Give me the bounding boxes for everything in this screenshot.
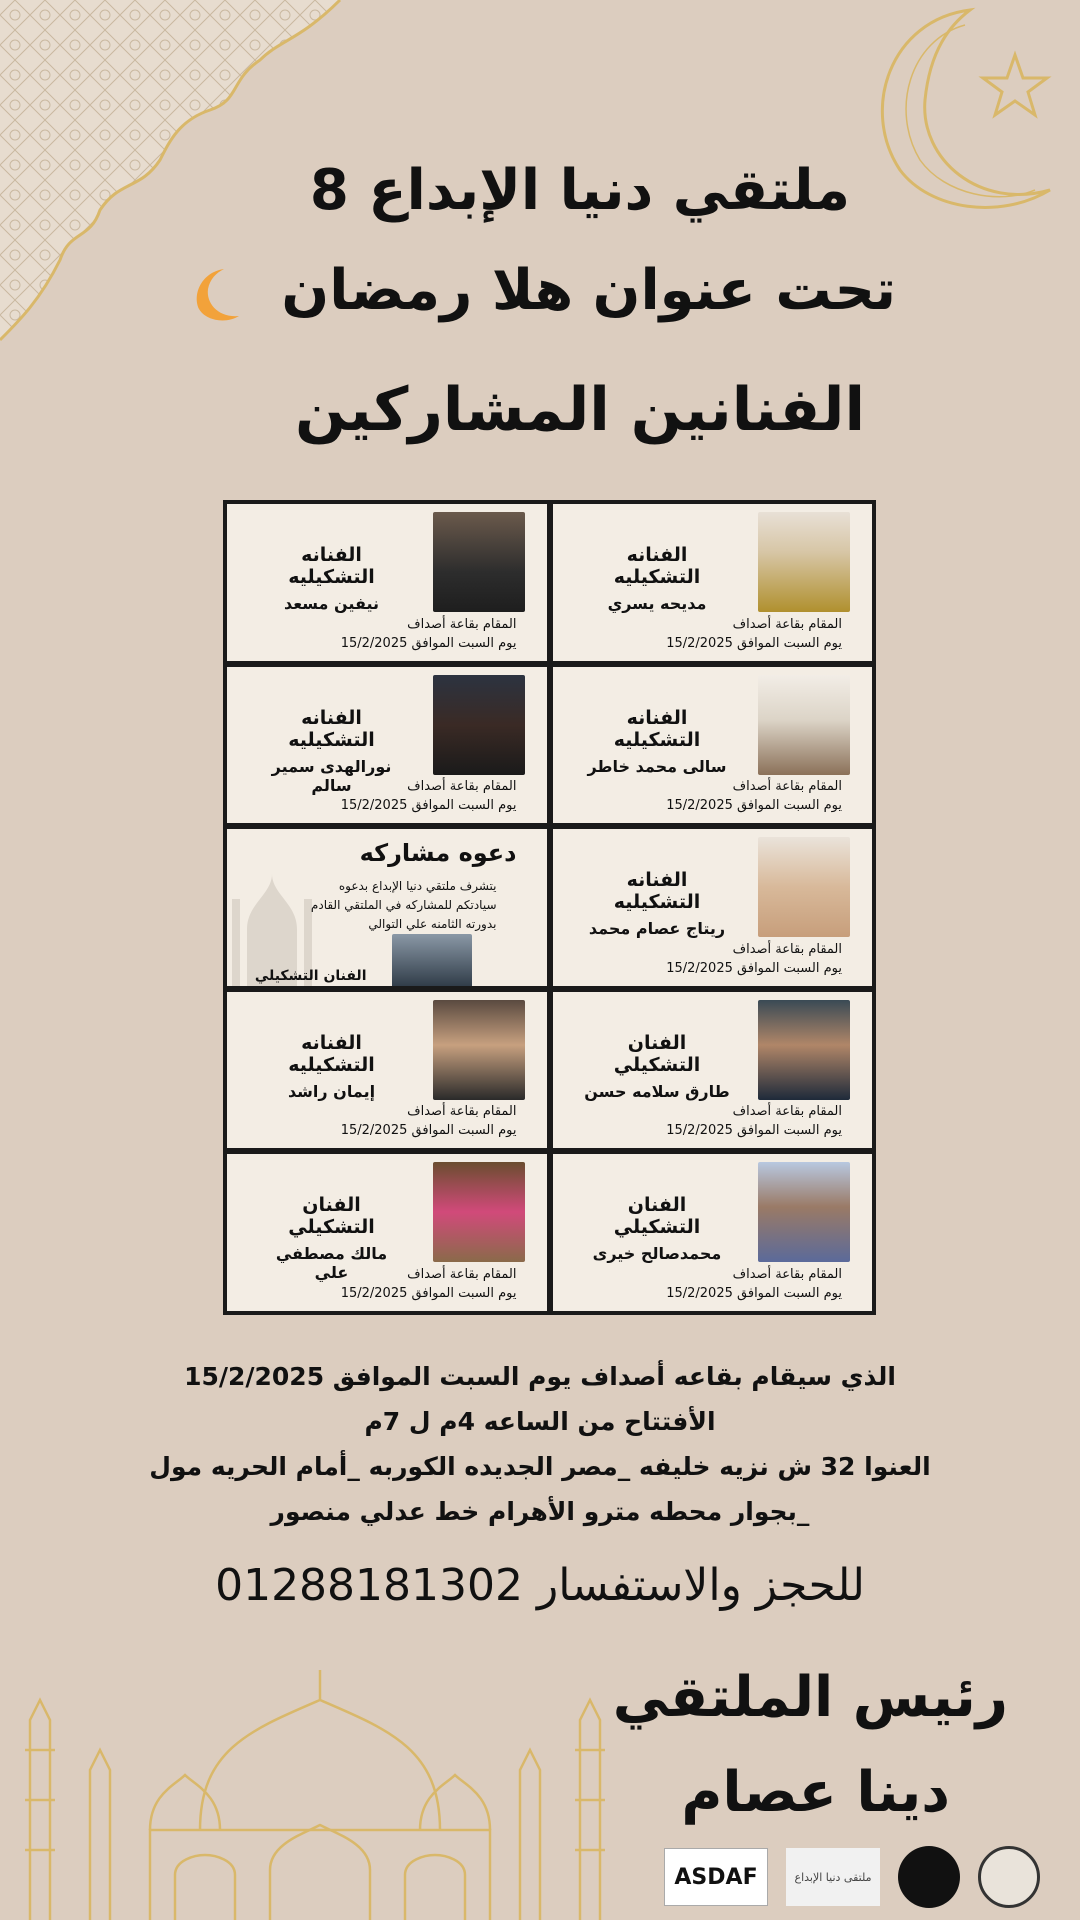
artist-role: الفنانه التشكيليه xyxy=(613,869,701,914)
round-emblem-logo xyxy=(898,1846,960,1908)
artist-card xyxy=(227,1154,547,1311)
artist-date: يوم السبت الموافق 15/2/2025 xyxy=(666,1123,842,1139)
sponsor-logos xyxy=(664,1846,1040,1908)
artist-card xyxy=(553,667,873,824)
artist-role: الفنان التشكيلي xyxy=(288,1194,375,1239)
asdaf-gallery-logo xyxy=(664,1848,768,1906)
crescent-moon-icon xyxy=(184,264,244,324)
artist-role: الفنانه التشكيليه xyxy=(613,706,701,751)
asdaf-logo-text: ASDAF xyxy=(674,1864,758,1890)
event-title: ملتقي دنيا الإبداع 8 xyxy=(309,158,851,223)
artist-venue: المقام بقاعة أصداف xyxy=(407,1267,517,1282)
artist-name: إيمان راشد xyxy=(287,1081,376,1101)
booking-phone: للحجز والاستفسار 01288181302 xyxy=(215,1560,865,1611)
event-address-landmark: _بجوار محطه مترو الأهرام خط عدلي منصور xyxy=(270,1497,810,1526)
artist-venue: المقام بقاعة أصداف xyxy=(732,1104,842,1120)
artist-card xyxy=(553,829,873,986)
artist-venue: المقام بقاعة أصداف xyxy=(732,616,842,632)
artist-photo xyxy=(758,1162,850,1262)
artist-role: الفنانه التشكيليه xyxy=(288,544,375,588)
artist-role: الفنانه التشكيليه xyxy=(288,1031,375,1076)
artist-venue: المقام بقاعة أصداف xyxy=(732,1267,842,1282)
artist-card xyxy=(553,992,873,1149)
artist-venue: المقام بقاعة أصداف xyxy=(407,779,517,795)
artist-card xyxy=(227,667,547,824)
artist-name: مالك مصطفي علي xyxy=(275,1244,388,1283)
artist-venue: المقام بقاعة أصداف xyxy=(732,941,842,957)
artist-date: يوم السبت الموافق 15/2/2025 xyxy=(666,798,842,814)
artist-venue: المقام بقاعة أصداف xyxy=(732,779,842,795)
artist-date: يوم السبت الموافق 15/2/2025 xyxy=(666,1286,842,1301)
artist-date: يوم السبت الموافق 15/2/2025 xyxy=(340,635,517,651)
artist-card xyxy=(227,992,547,1149)
mosque-decoration xyxy=(0,1660,640,1920)
dunia-forum-logo xyxy=(786,1848,880,1906)
participants-grid xyxy=(223,500,876,1315)
artist-name: طارق سلامه حسن xyxy=(584,1081,730,1101)
round-seal-logo xyxy=(978,1846,1040,1908)
artist-role: الفنانه التشكيليه xyxy=(613,544,701,588)
artist-date: يوم السبت الموافق 15/2/2025 xyxy=(340,1286,517,1301)
artist-role: الفنانه التشكيليه xyxy=(288,706,375,751)
artist-photo xyxy=(433,512,525,612)
invitation-title: دعوه مشاركه xyxy=(359,839,517,868)
artist-photo xyxy=(758,1000,850,1100)
artist-name: نيفين مسعد xyxy=(283,594,379,613)
participants-heading: الفنانين المشاركين xyxy=(294,375,866,445)
artist-photo xyxy=(433,675,525,775)
artist-venue: المقام بقاعة أصداف xyxy=(407,616,517,632)
artist-date: يوم السبت الموافق 15/2/2025 xyxy=(340,798,517,814)
artist-name: سالى محمد خاطر xyxy=(587,756,727,776)
artist-name: ريتاج عصام محمد xyxy=(588,919,726,939)
event-venue-date: الذي سيقام بقاعه أصداف يوم السبت الموافق 15/2/2025 xyxy=(184,1362,896,1391)
artist-photo xyxy=(433,1000,525,1100)
artist-photo xyxy=(758,512,850,612)
artist-venue: المقام بقاعة أصداف xyxy=(407,1104,517,1120)
artist-photo xyxy=(392,934,472,986)
artist-name: مديحه يسري xyxy=(607,594,707,613)
artist-card xyxy=(553,504,873,661)
artist-role: الفنان التشكيلي xyxy=(613,1031,701,1076)
artist-date: يوم السبت الموافق 15/2/2025 xyxy=(666,960,842,976)
invitation-footer: الفنان التشكيلي xyxy=(254,967,367,984)
forum-head-name: دينا عصام xyxy=(681,1760,950,1825)
invitation-card xyxy=(227,829,547,986)
artist-name: محمدصالح خيرى xyxy=(592,1244,722,1264)
forum-head-title: رئيس الملتقي xyxy=(612,1665,1008,1730)
event-subtitle-text: تحت عنوان هلا رمضان xyxy=(281,258,897,323)
invitation-body: يتشرف ملتقي دنيا الإبداع بدعوه سيادتكم للمشاركه في الملتقي القادم بدورته الثامنه علي التوالي xyxy=(310,879,497,932)
artist-card xyxy=(227,504,547,661)
artist-photo xyxy=(758,675,850,775)
artist-name: نورالهدى سمير سالم xyxy=(271,756,392,795)
artist-date: يوم السبت الموافق 15/2/2025 xyxy=(666,635,842,651)
event-subtitle xyxy=(0,258,1080,324)
artist-photo xyxy=(758,837,850,937)
event-opening-hours: الأفتتاح من الساعه 4م ل 7م xyxy=(364,1407,716,1436)
event-address: العنوا 32 ش نزيه خليفه _مصر الجديده الكوربه _أمام الحريه مول xyxy=(149,1452,931,1481)
artist-date: يوم السبت الموافق 15/2/2025 xyxy=(340,1123,517,1139)
artist-photo xyxy=(433,1162,525,1262)
artist-role: الفنان التشكيلي xyxy=(613,1194,701,1239)
dunia-logo-text: ملتقى دنيا الإبداع xyxy=(794,1870,872,1884)
artist-card xyxy=(553,1154,873,1311)
